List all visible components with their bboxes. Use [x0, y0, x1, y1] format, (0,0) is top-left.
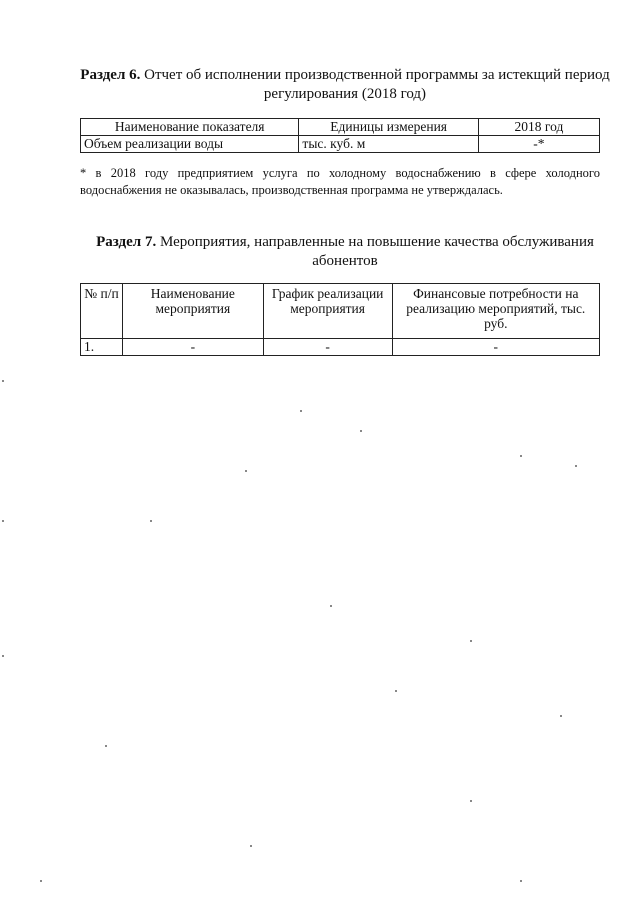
- table-header-row: [81, 284, 600, 339]
- scan-speck: [40, 880, 42, 882]
- section-6-table: [80, 118, 600, 153]
- cell-number: 1.: [81, 339, 123, 356]
- section-6-title: Отчет об исполнении производственной программы за истекщий период регулирования (2018 год): [140, 67, 610, 102]
- cell-value: -*: [478, 136, 599, 153]
- header-cell-year: 2018 год: [478, 119, 599, 136]
- scan-speck: [360, 430, 362, 432]
- header-cell-schedule: График реализации мероприятия: [263, 284, 392, 339]
- scan-speck: [330, 605, 332, 607]
- scan-speck: [250, 845, 252, 847]
- cell-activity-name: -: [122, 339, 263, 356]
- header-cell-number: № п/п: [81, 284, 123, 339]
- section-6-footnote: * в 2018 году предприятием услуга по холодному водоснабжению в сфере холодного водоснабжения не оказывалась, производственная программа не утверждалась.: [80, 166, 600, 197]
- cell-units: тыс. куб. м: [299, 136, 478, 153]
- scan-speck: [2, 655, 4, 657]
- scan-speck: [560, 715, 562, 717]
- scan-speck: [245, 470, 247, 472]
- section-7-title: Мероприятия, направленные на повышение качества обслуживания абонентов: [156, 234, 594, 269]
- header-cell-units: Единицы измерения: [299, 119, 478, 136]
- scan-speck: [300, 410, 302, 412]
- section-6-heading: [80, 66, 610, 104]
- scan-speck: [520, 455, 522, 457]
- header-cell-indicator: Наименование показателя: [81, 119, 299, 136]
- scan-speck: [470, 800, 472, 802]
- header-cell-activity-name: Наименование мероприятия: [122, 284, 263, 339]
- scan-speck: [2, 380, 4, 382]
- table-header-row: [81, 119, 600, 136]
- scan-speck: [470, 640, 472, 642]
- scan-speck: [520, 880, 522, 882]
- cell-schedule: -: [263, 339, 392, 356]
- cell-indicator: Объем реализации воды: [81, 136, 299, 153]
- section-6-label: Раздел 6.: [80, 67, 141, 83]
- table-row: [81, 136, 600, 153]
- section-7-table: [80, 283, 600, 356]
- cell-financing: -: [392, 339, 599, 356]
- table-row: [81, 339, 600, 356]
- scan-speck: [395, 690, 397, 692]
- header-cell-financing: Финансовые потребности на реализацию мероприятий, тыс. руб.: [392, 284, 599, 339]
- scan-speck: [150, 520, 152, 522]
- scan-speck: [575, 465, 577, 467]
- section-7-label: Раздел 7.: [96, 234, 157, 250]
- scan-speck: [105, 745, 107, 747]
- section-7-heading: [80, 233, 610, 271]
- scan-speck: [2, 520, 4, 522]
